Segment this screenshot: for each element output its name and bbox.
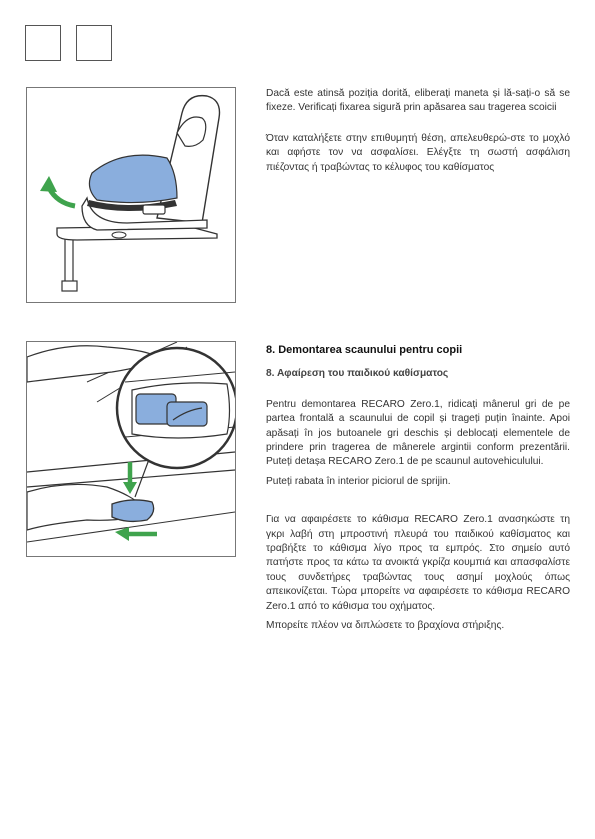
removal-drawing bbox=[27, 342, 235, 556]
section2-ro-paragraph-2: Puteți rabata în interior piciorul de sprijin. bbox=[266, 475, 451, 487]
section1-el-paragraph: Όταν καταλήξετε στην επιθυμητή θέση, απελευθερώ-στε το μοχλό και αφήστε τον να ασφαλίσει. Ελέγξτε τη σωστή ασφάλιση πιέζοντας ή τραβώντας το κέλυφος του καθίσματος bbox=[266, 132, 570, 173]
section2-title-el: 8. Αφαίρεση του παιδικού καθίσματος bbox=[266, 368, 449, 380]
corner-box-left bbox=[25, 25, 61, 61]
section2-el-paragraph-2: Μπορείτε πλέον να διπλώσετε το βραχίονα στήριξης. bbox=[266, 620, 505, 632]
illustration-seat-removal bbox=[26, 341, 236, 557]
section2-title-ro: 8. Demontarea scaunului pentru copii bbox=[266, 344, 463, 356]
section1-ro-paragraph: Dacă este atinsă poziția dorită, eliberați maneta și lă-sați-o să se fixeze. Verificați fixarea sigură prin apăsarea sau tragerea scoicii bbox=[266, 88, 570, 114]
section1-text bbox=[266, 87, 570, 175]
corner-box-right bbox=[76, 25, 112, 61]
illustration-seat-position bbox=[26, 87, 236, 303]
seat-on-base-drawing bbox=[27, 88, 235, 302]
section2-ro-paragraph-1: Pentru demontarea RECARO Zero.1, ridicați mânerul gri de pe partea frontală a scaunului de copil și trageți puțin înainte. Apoi apăsați în jos butoanele gri deschis și deblocați elementele de prindere prin tragerea de mânerele argintii conform prezentării. Puteți detașa RECARO Zero.1 de pe scaunul autovehiculului. bbox=[266, 398, 570, 468]
section2-el-paragraph-1: Για να αφαιρέσετε το κάθισμα RECARO Zero.1 ανασηκώστε τη γκρι λαβή στη μπροστινή πλευρά του παιδικού καθίσματος και τραβήξτε το κάθισμα λίγο προς τα εμπρός. Στο σημείο αυτό πατήστε προς τα κάτω τα ανοικτά γκρίζα κουμπιά και απασφαλίστε τους συνδετήρες τραβώντας τους ασημί μοχλούς όπως απεικονίζεται. Τώρα μπορείτε να αφαιρέσετε το κάθισμα RECARO Zero.1 από το κάθισμα του οχήματος. bbox=[266, 514, 570, 612]
section2-text bbox=[266, 343, 570, 634]
